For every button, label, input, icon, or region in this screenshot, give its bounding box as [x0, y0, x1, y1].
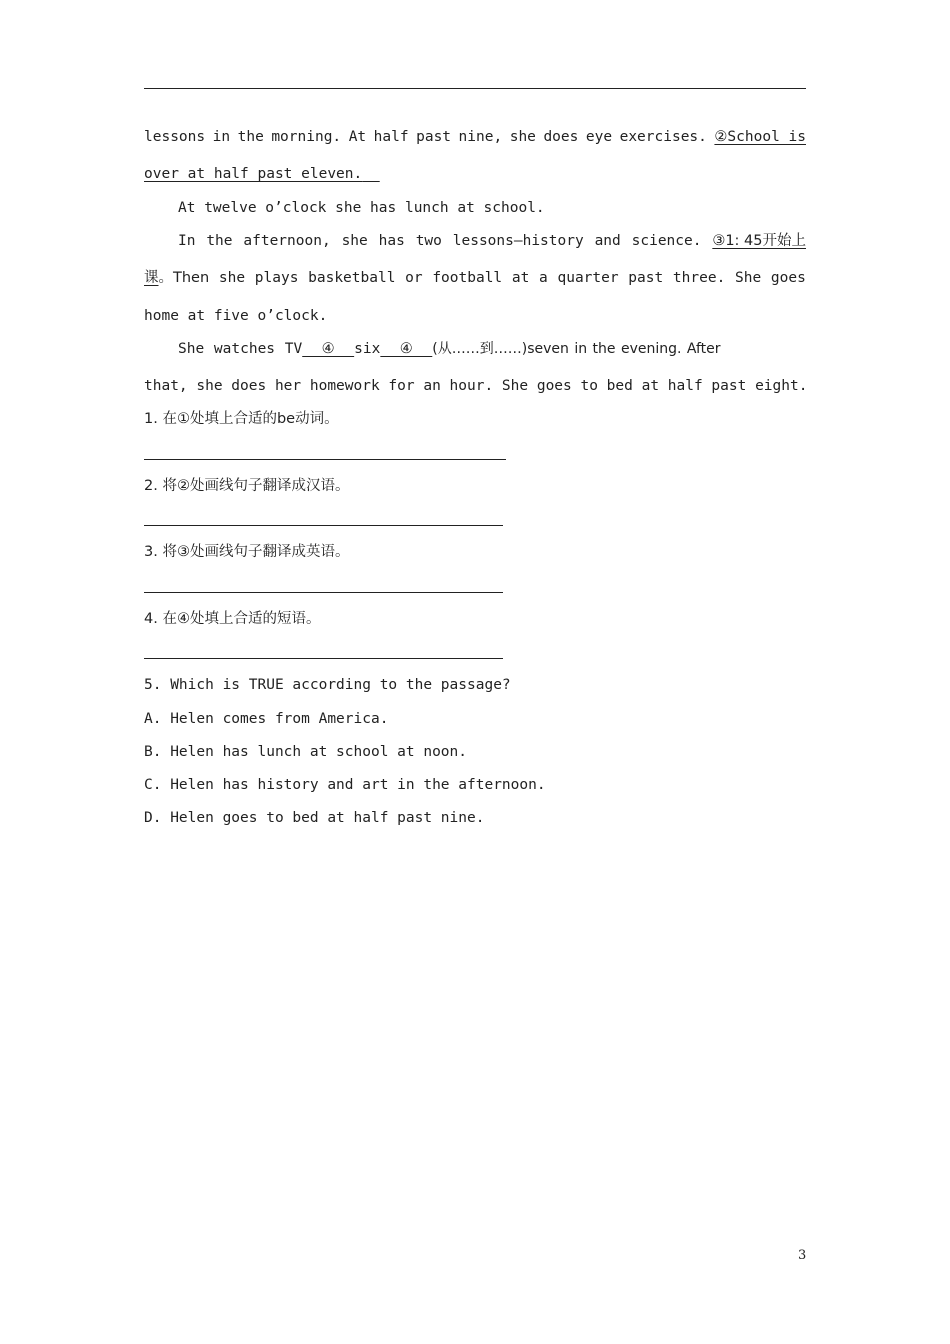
- word: or: [405, 270, 423, 286]
- word: and: [594, 233, 621, 249]
- word: the: [206, 233, 233, 249]
- passage-p4-line1: [178, 339, 806, 359]
- passage-p2: At twelve o’clock she has lunch at school.: [178, 200, 545, 216]
- word: at: [511, 270, 530, 286]
- word: basketball: [308, 270, 396, 286]
- word: a: [539, 270, 548, 286]
- passage-p4-line2: that, she does her homework for an hour. She goes to bed at half past eight.: [144, 378, 808, 394]
- underlined-sentence-3-end: 课: [144, 270, 159, 286]
- word: has: [378, 233, 405, 249]
- passage-p3-line2: [144, 268, 806, 288]
- question-1: 1. 在①处填上合适的be动词。: [144, 411, 339, 427]
- word: football: [432, 270, 503, 286]
- passage-p3-line1: [178, 231, 806, 251]
- passage-p3-line3: home at five o’clock.: [144, 308, 328, 324]
- blank-4-first[interactable]: ④: [302, 341, 355, 357]
- question-2: 2. 将②处画线句子翻译成汉语。: [144, 478, 350, 494]
- passage-p1-line2: [144, 164, 806, 184]
- word: she: [218, 270, 246, 286]
- passage-p1-line1: [144, 127, 806, 147]
- text: six: [354, 341, 381, 357]
- answer-line-1[interactable]: [144, 459, 506, 460]
- word: plays: [254, 270, 299, 286]
- word: lessons: [144, 129, 206, 145]
- answer-line-2[interactable]: [144, 525, 503, 526]
- word: past: [628, 270, 664, 286]
- option-c[interactable]: C. Helen has history and art in the afternoon.: [144, 777, 546, 793]
- word: goes: [770, 270, 806, 286]
- header-rule: [144, 88, 806, 89]
- option-a[interactable]: A. Helen comes from America.: [144, 711, 389, 727]
- text: She watches TV: [178, 341, 303, 357]
- word: exercises.: [619, 129, 707, 145]
- page-number: 3: [798, 1248, 807, 1263]
- word: 。Then: [158, 270, 210, 286]
- word: She: [735, 270, 762, 286]
- word: afternoon,: [243, 233, 331, 249]
- word: past: [416, 129, 452, 145]
- option-d[interactable]: D. Helen goes to bed at half past nine.: [144, 810, 485, 826]
- word: science.: [631, 233, 702, 249]
- word: two: [415, 233, 442, 249]
- word: In: [178, 233, 196, 249]
- word: quarter: [557, 270, 619, 286]
- question-3: 3. 将③处画线句子翻译成英语。: [144, 544, 350, 560]
- word: At: [348, 129, 367, 145]
- word: three.: [672, 270, 726, 286]
- underlined-sentence-2-end: over at half past eleven.: [144, 166, 363, 182]
- blank-4-second[interactable]: ④: [380, 341, 433, 357]
- underlined-sentence-3-start: ③1: 45开始上: [712, 233, 806, 249]
- question-4: 4. 在④处填上合适的短语。: [144, 611, 321, 627]
- word: nine,: [458, 129, 503, 145]
- word: does: [543, 129, 579, 145]
- text: (从……到……)seven in the evening. After: [432, 341, 721, 357]
- word: morning.: [271, 129, 342, 145]
- word: she: [509, 129, 536, 145]
- answer-line-3[interactable]: [144, 592, 503, 593]
- word: in: [212, 129, 231, 145]
- question-5: 5. Which is TRUE according to the passage?: [144, 677, 511, 693]
- word: she: [341, 233, 368, 249]
- word: lessons—history: [452, 233, 584, 249]
- word: the: [237, 129, 264, 145]
- underlined-sentence-2-start: ②School is: [714, 129, 806, 145]
- word: half: [373, 129, 409, 145]
- word: eye: [585, 129, 613, 145]
- option-b[interactable]: B. Helen has lunch at school at noon.: [144, 744, 468, 760]
- answer-line-4[interactable]: [144, 658, 503, 659]
